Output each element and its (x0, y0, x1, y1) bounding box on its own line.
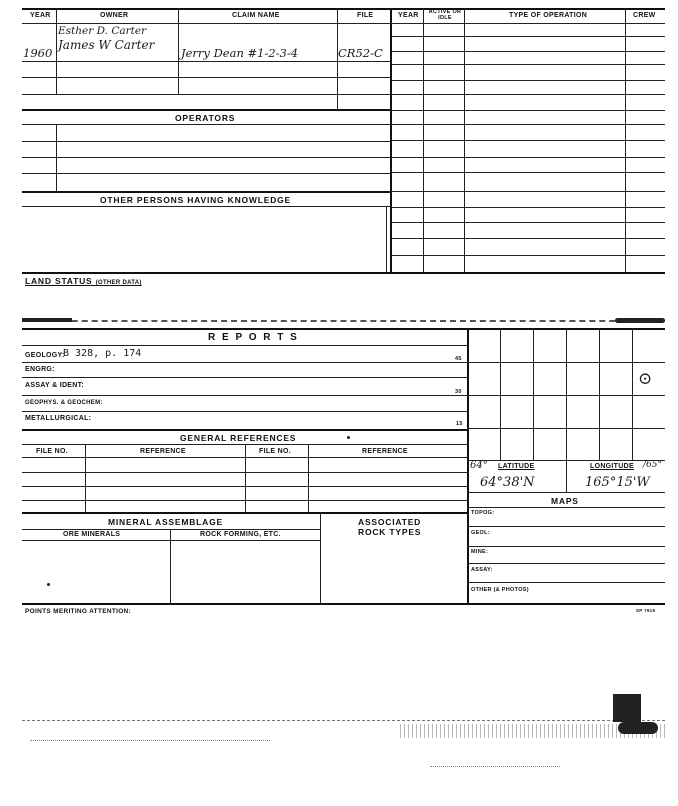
header-type-of-operation: TYPE OF OPERATION (509, 12, 588, 19)
gen-ref-reference: REFERENCE (140, 448, 186, 455)
col-divider (386, 206, 387, 272)
row-rule (22, 94, 390, 95)
geophys-label: GEOPHYS. & GEOCHEM: (25, 400, 103, 406)
header-file: FILE (357, 12, 374, 19)
ink-dot (347, 436, 350, 439)
general-references-top-rule (22, 429, 467, 431)
points-meriting-label: POINTS MERITING ATTENTION: (25, 608, 132, 615)
row-rule (392, 36, 665, 37)
separator-band (22, 320, 665, 322)
col-divider (245, 444, 246, 512)
col-divider (56, 124, 57, 191)
scan-noise-band (22, 720, 665, 721)
ore-minerals-label: ORE MINERALS (63, 531, 121, 538)
maps-other: OTHER (& PHOTOS) (471, 587, 529, 593)
row-rule (392, 191, 665, 192)
row-rule (392, 64, 665, 65)
scan-noise-band (430, 766, 560, 767)
row-rule (392, 94, 665, 95)
reports-rule (22, 411, 467, 412)
land-status-label (25, 276, 142, 286)
header-owner: OWNER (100, 12, 129, 19)
maps-rule (467, 582, 665, 583)
col-divider (56, 8, 57, 94)
row-rule (22, 141, 390, 142)
longitude-value: 165°15'W (585, 475, 650, 490)
operators-rule (22, 124, 390, 125)
maps-geol: GEOL: (471, 530, 490, 536)
header-crew: CREW (633, 12, 656, 19)
header-year-2: YEAR (398, 12, 419, 19)
header-active-or-idle: ACTIVE OR IDLE (428, 9, 462, 21)
grid-row (467, 395, 665, 396)
maps-topog: TOPOG: (471, 510, 495, 516)
gen-ref-file-no-2: FILE NO. (259, 448, 291, 455)
reports-rule (22, 395, 467, 396)
reports-title: R E P O R T S (208, 332, 299, 343)
mineral-rule (22, 540, 320, 541)
operators-label: OPERATORS (175, 113, 236, 123)
row-rule (392, 140, 665, 141)
row-rule (392, 222, 665, 223)
grid-col (632, 328, 633, 460)
grid-left-border (467, 328, 469, 603)
col-divider (308, 444, 309, 512)
top-bottom-rule (22, 272, 665, 274)
longitude-label: LONGITUDE (590, 463, 634, 470)
assay-label: ASSAY & IDENT: (25, 382, 85, 389)
top-border (22, 8, 665, 10)
mineral-rule (22, 529, 320, 530)
general-references-title: GENERAL REFERENCES (180, 433, 297, 443)
row-rule (392, 207, 665, 208)
geology-value: B 328, p. 174 (63, 348, 142, 359)
row-rule (22, 173, 390, 174)
associated-rock-types-line1: ASSOCIATED (358, 517, 422, 527)
bottom-border (22, 603, 665, 605)
row-rule (22, 61, 390, 62)
ink-dot (47, 583, 50, 586)
metallurgical-label: METALLURGICAL: (25, 415, 92, 422)
row-rule (392, 110, 665, 111)
grid-col (500, 328, 501, 460)
operators-top-rule (22, 109, 390, 111)
entry-file: CR52-C (338, 46, 383, 60)
scan-dark-blob (618, 722, 658, 734)
maps-rule (467, 563, 665, 564)
other-persons-rule (22, 206, 390, 207)
col-divider (337, 8, 338, 109)
metallurgical-num: 15 (456, 421, 463, 427)
entry-year: 1960 (23, 46, 53, 60)
grid-circle-mark: ⊙ (638, 369, 653, 389)
row-rule (392, 157, 665, 158)
row-rule (392, 238, 665, 239)
col-divider (85, 444, 86, 512)
gen-ref-file-no: FILE NO. (36, 448, 68, 455)
row-rule (392, 80, 665, 81)
long-suffix: /65° (643, 460, 662, 470)
scan-dark-block (613, 694, 641, 722)
separator-mark (22, 318, 72, 322)
mineral-assemblage-title: MINERAL ASSEMBLAGE (108, 517, 223, 527)
col-divider (170, 529, 171, 603)
other-persons-top-rule (22, 191, 390, 193)
mineral-top-rule (22, 512, 467, 514)
lat-long-divider (566, 460, 567, 492)
entry-owner-line2: James W Carter (58, 38, 155, 52)
grid-col (533, 328, 534, 460)
reports-rule (22, 362, 467, 363)
maps-rule (467, 546, 665, 547)
lat-prefix: 64° (470, 460, 488, 471)
grid-row (467, 362, 665, 363)
row-rule (392, 172, 665, 173)
header-rule (22, 23, 665, 24)
entry-owner-line1: Esther D. Carter (58, 25, 147, 37)
row-rule (392, 255, 665, 256)
engrg-label: ENGRG: (25, 366, 55, 373)
col-divider (178, 8, 179, 94)
scan-noise-band (30, 740, 270, 741)
col-divider (320, 512, 321, 603)
associated-rock-types-line2: ROCK TYPES (358, 527, 422, 537)
geology-label: GEOLOGY: (25, 352, 65, 359)
maps-rule (467, 507, 665, 508)
rock-forming-label: ROCK FORMING, ETC. (200, 531, 281, 538)
maps-title: MAPS (551, 496, 579, 506)
reports-rule (22, 377, 467, 378)
bottom-top-border (22, 328, 665, 330)
grid-col (599, 328, 600, 460)
latitude-value: 64°38'N (480, 475, 535, 490)
row-rule (22, 157, 390, 158)
row-rule (392, 51, 665, 52)
form-code: SP 7915 (636, 608, 656, 613)
latitude-label: LATITUDE (498, 463, 535, 470)
grid-row (467, 428, 665, 429)
assay-num: 30 (455, 389, 462, 395)
maps-rule (467, 526, 665, 527)
row-rule (392, 124, 665, 125)
row-rule (22, 77, 390, 78)
entry-claim: Jerry Dean #1-2-3-4 (181, 46, 299, 60)
geology-num: 45 (455, 356, 462, 362)
grid-col (566, 328, 567, 460)
reports-rule (22, 345, 467, 346)
other-persons-label: OTHER PERSONS HAVING KNOWLEDGE (100, 195, 292, 205)
maps-top-rule (467, 492, 665, 493)
separator-mark (615, 318, 665, 323)
gen-ref-reference-2: REFERENCE (362, 448, 408, 455)
land-status-sub: (OTHER DATA) (95, 280, 142, 286)
maps-assay: ASSAY: (471, 567, 493, 573)
header-year: YEAR (30, 12, 51, 19)
maps-mine: MINE: (471, 549, 489, 555)
header-claim-name: CLAIM NAME (232, 12, 280, 19)
land-status-title: LAND STATUS (25, 276, 93, 286)
